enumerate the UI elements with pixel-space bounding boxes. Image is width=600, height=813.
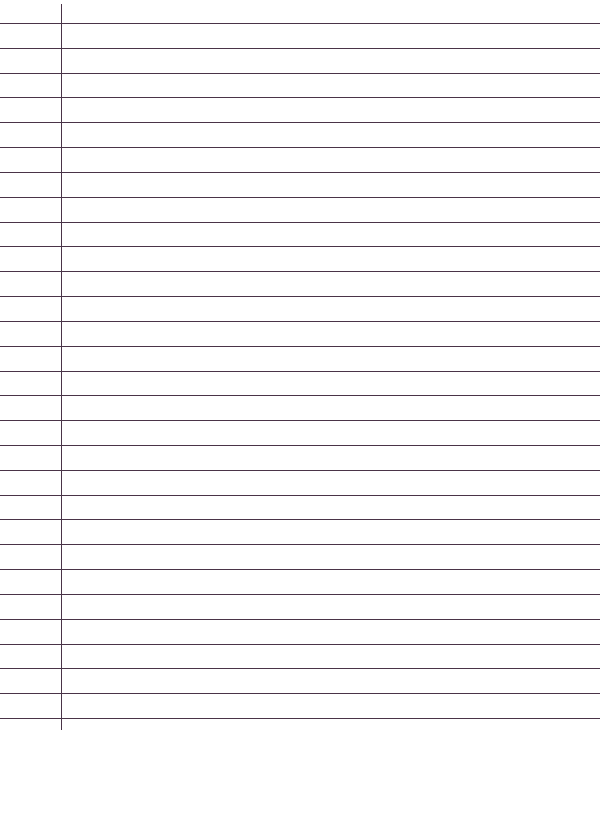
ruled-line xyxy=(0,23,600,24)
ruled-line xyxy=(0,172,600,173)
ruled-line xyxy=(0,395,600,396)
ruled-line xyxy=(0,122,600,123)
margin-line xyxy=(61,4,62,730)
ruled-line xyxy=(0,271,600,272)
ruled-line xyxy=(0,619,600,620)
ruled-line xyxy=(0,296,600,297)
ruled-line xyxy=(0,693,600,694)
ruled-line xyxy=(0,644,600,645)
ruled-line xyxy=(0,519,600,520)
ruled-line xyxy=(0,321,600,322)
ruled-line xyxy=(0,97,600,98)
ruled-line xyxy=(0,445,600,446)
ruled-line xyxy=(0,594,600,595)
ruled-line xyxy=(0,544,600,545)
ruled-line xyxy=(0,420,600,421)
ruled-line xyxy=(0,48,600,49)
ruled-line xyxy=(0,222,600,223)
ruled-line xyxy=(0,371,600,372)
ruled-line xyxy=(0,197,600,198)
ruled-line xyxy=(0,668,600,669)
ruled-line xyxy=(0,495,600,496)
ruled-line xyxy=(0,147,600,148)
ruled-line xyxy=(0,246,600,247)
ruled-line xyxy=(0,346,600,347)
ruled-line xyxy=(0,470,600,471)
ruled-line xyxy=(0,718,600,719)
ruled-line xyxy=(0,73,600,74)
ruled-line xyxy=(0,569,600,570)
